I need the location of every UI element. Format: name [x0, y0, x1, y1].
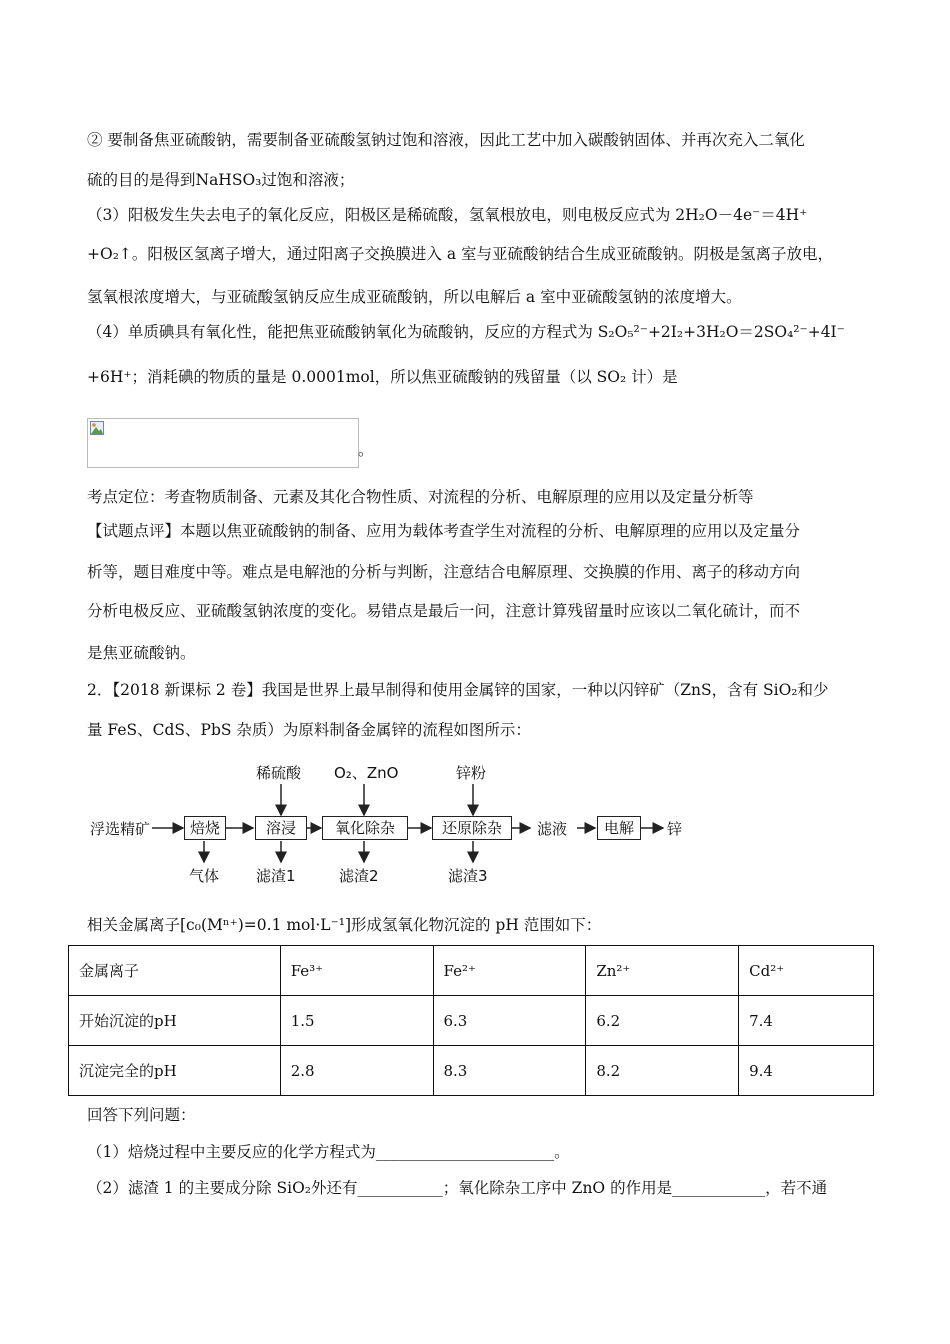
ph-range-table: [68, 945, 874, 1096]
question-line: 量 FeS、CdS、PbS 杂质）为原料制备金属锌的流程如图所示：: [87, 721, 531, 739]
flow-input: 稀硫酸: [256, 764, 302, 782]
flow-step: 电解: [597, 816, 641, 840]
flow-start: 浮选精矿: [90, 820, 151, 838]
flow-step: 焙烧: [184, 816, 226, 840]
flow-output: 气体: [189, 867, 220, 885]
table-header-row: [69, 946, 874, 996]
para-line: 氢氧根浓度增大，与亚硫酸氢钠反应生成亚硫酸钠，所以电解后 a 室中亚硫酸氢钠的浓度增大。: [87, 288, 742, 306]
period: 。: [358, 441, 374, 459]
table-cell: 1.5: [280, 996, 433, 1046]
flow-product: 锌: [667, 820, 683, 838]
para-line: ② 要制备焦亚硫酸钠，需要制备亚硫酸氢钠过饱和溶液，因此工艺中加入碳酸钠固体、并再次充入二氧化: [87, 131, 805, 149]
table-header-cell: Cd²⁺: [739, 946, 874, 996]
comment-line: 析等，题目难度中等。难点是电解池的分析与判断，注意结合电解原理、交换膜的作用、离子的移动方向: [87, 563, 801, 581]
table-header-cell: Fe²⁺: [433, 946, 586, 996]
broken-image-placeholder: [87, 418, 359, 468]
table-cell: 2.8: [280, 1046, 433, 1096]
process-flowchart: [90, 762, 690, 887]
subquestion: （2）滤渣 1 的主要成分除 SiO₂外还有___________；氧化除杂工序中 ZnO 的作用是____________，若不通: [87, 1179, 828, 1197]
table-cell: 8.3: [433, 1046, 586, 1096]
flow-step: 还原除杂: [432, 816, 512, 840]
para-line: +6H⁺；消耗碘的物质的量是 0.0001mol，所以焦亚硫酸钠的残留量（以 SO₂ 计）是: [87, 368, 678, 386]
table-cell: 6.2: [586, 996, 739, 1046]
answer-intro: 回答下列问题：: [87, 1106, 196, 1124]
table-cell: 6.3: [433, 996, 586, 1046]
question-line: 2．【2018 新课标 2 卷】我国是世界上最早制得和使用金属锌的国家，一种以闪锌矿（ZnS，含有 SiO₂和少: [87, 681, 829, 699]
table-row: [69, 996, 874, 1046]
table-header-cell: Zn²⁺: [586, 946, 739, 996]
para-line: （3）阳极发生失去电子的氧化反应，阳极区是稀硫酸，氢氧根放电，则电极反应式为 2H₂O－4e⁻＝4H⁺: [87, 206, 808, 224]
para-line: +O₂↑。阳极区氢离子增大，通过阳离子交换膜进入 a 室与亚硫酸钠结合生成亚硫酸钠。阴极是氢离子放电，: [87, 245, 833, 263]
comment-line: 是焦亚硫酸钠。: [87, 644, 196, 662]
flow-input: O₂、ZnO: [334, 764, 399, 782]
flow-step: 氧化除杂: [322, 816, 408, 840]
para-line: （4）单质碘具有氧化性，能把焦亚硫酸钠氧化为硫酸钠，反应的方程式为 S₂O₅²⁻+2I₂+3H₂O＝2SO₄²⁻+4I⁻: [87, 323, 845, 341]
table-row: [69, 1046, 874, 1096]
table-cell: 开始沉淀的pH: [69, 996, 281, 1046]
table-intro: 相关金属离子[c₀(Mⁿ⁺)=0.1 mol·L⁻¹]形成氢氧化物沉淀的 pH 范围如下：: [87, 916, 602, 934]
flow-output: 滤渣2: [339, 867, 379, 885]
flow-filtrate: 滤液: [537, 820, 568, 838]
broken-image-icon: [90, 421, 104, 435]
table-header-cell: 金属离子: [69, 946, 281, 996]
table-cell: 9.4: [739, 1046, 874, 1096]
table-header-cell: Fe³⁺: [280, 946, 433, 996]
flow-output: 滤渣1: [256, 867, 296, 885]
flow-output: 滤渣3: [448, 867, 488, 885]
table-cell: 沉淀完全的pH: [69, 1046, 281, 1096]
comment-line: 分析电极反应、亚硫酸氢钠浓度的变化。易错点是最后一问，注意计算残留量时应该以二氧化硫计，而不: [87, 602, 801, 620]
table-cell: 8.2: [586, 1046, 739, 1096]
flow-input: 锌粉: [456, 764, 487, 782]
kaodian-line: 考点定位：考查物质制备、元素及其化合物性质、对流程的分析、电解原理的应用以及定量分析等: [87, 488, 754, 506]
flow-step: 溶浸: [255, 816, 307, 840]
para-line: 硫的目的是得到NaHSO₃过饱和溶液；: [87, 171, 355, 189]
subquestion: （1）焙烧过程中主要反应的化学方程式为_______________________。: [87, 1143, 570, 1161]
comment-line: 【试题点评】本题以焦亚硫酸钠的制备、应用为载体考查学生对流程的分析、电解原理的应用以及定量分: [87, 522, 801, 540]
table-cell: 7.4: [739, 996, 874, 1046]
